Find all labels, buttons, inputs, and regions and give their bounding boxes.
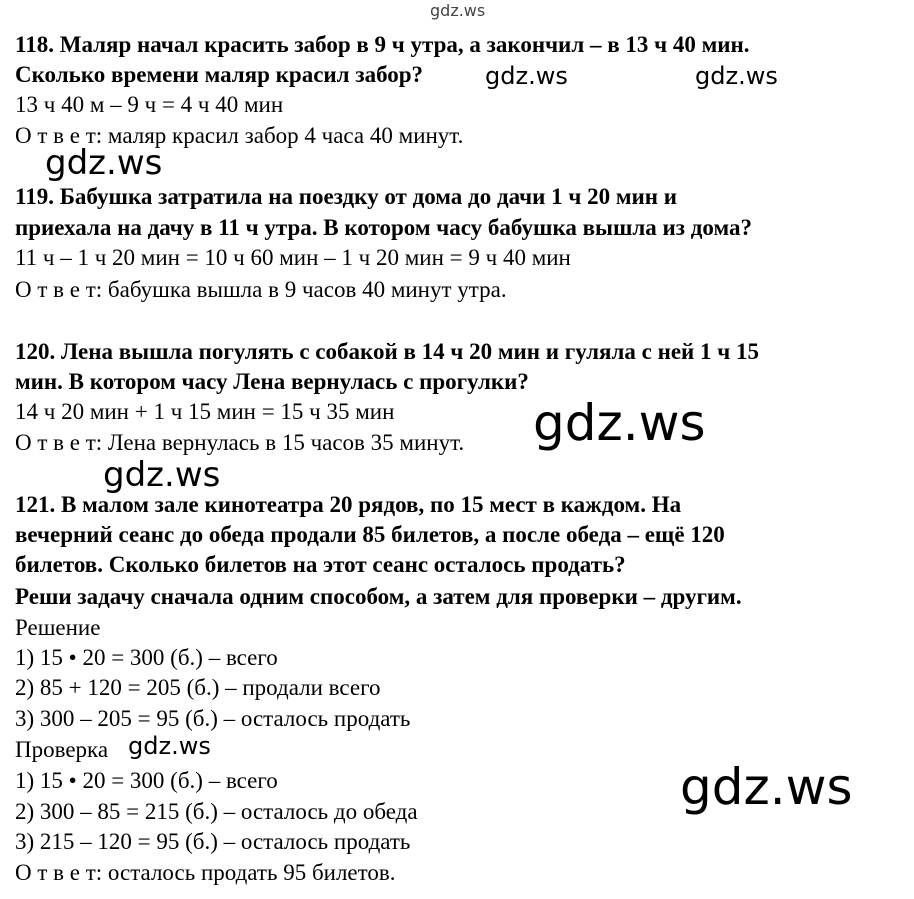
problem-121-title-line3: билетов. Сколько билетов на этот сеанс осталось продать?	[15, 552, 626, 577]
watermark-top: gdz.ws	[430, 1, 486, 20]
problem-118-solution: 13 ч 40 м – 9 ч = 4 ч 40 мин	[15, 92, 284, 117]
problem-118-title-line2: Сколько времени маляр красил забор?	[15, 62, 424, 87]
watermark: gdz.ws	[695, 62, 778, 90]
problem-121-title-line2: вечерний сеанс до обеда продали 85 билетов, а после обеда – ещё 120	[15, 522, 725, 547]
problem-118-title-line1: 118. Маляр начал красить забор в 9 ч утра, а закончил – в 13 ч 40 мин.	[15, 32, 750, 57]
problem-119-title-line1: 119. Бабушка затратила на поездку от дома до дачи 1 ч 20 мин и	[15, 184, 678, 209]
problem-121-title-line1: 121. В малом зале кинотеатра 20 рядов, по 15 мест в каждом. На	[15, 492, 682, 517]
problem-120-solution: 14 ч 20 мин + 1 ч 15 мин = 15 ч 35 мин	[15, 399, 395, 424]
problem-121-solution-step3: 3) 300 – 205 = 95 (б.) – осталось продать	[15, 706, 411, 731]
problem-119-solution: 11 ч – 1 ч 20 мин = 10 ч 60 мин – 1 ч 20 мин = 9 ч 40 мин	[15, 245, 571, 270]
problem-120-title-line2: мин. В котором часу Лена вернулась с прогулки?	[15, 369, 529, 394]
watermark: gdz.ws	[103, 455, 221, 495]
problem-119-title-line2: приехала на дачу в 11 ч утра. В котором часу бабушка вышла из дома?	[15, 215, 752, 240]
problem-120-title-line1: 120. Лена вышла погулять с собакой в 14 ч 20 мин и гуляла с ней 1 ч 15	[15, 339, 760, 364]
problem-119-answer: О т в е т: бабушка вышла в 9 часов 40 минут утра.	[15, 277, 507, 302]
watermark: gdz.ws	[45, 143, 163, 183]
problem-121-answer: О т в е т: осталось продать 95 билетов.	[15, 860, 396, 885]
watermark: gdz.ws	[533, 394, 706, 452]
watermark: gdz.ws	[128, 732, 211, 760]
problem-121-check-step2: 2) 300 – 85 = 215 (б.) – осталось до обеда	[15, 799, 418, 824]
problem-121-check-step1: 1) 15 • 20 = 300 (б.) – всего	[15, 768, 278, 793]
problem-120-answer: О т в е т: Лена вернулась в 15 часов 35 минут.	[15, 430, 465, 455]
problem-118-answer: О т в е т: маляр красил забор 4 часа 40 минут.	[15, 123, 464, 148]
watermark: gdz.ws	[680, 758, 853, 816]
problem-121-title-line4: Реши задачу сначала одним способом, а затем для проверки – другим.	[15, 584, 742, 609]
watermark: gdz.ws	[485, 62, 568, 90]
problem-121-check-step3: 3) 215 – 120 = 95 (б.) – осталось продать	[15, 829, 411, 854]
problem-121-solution-step2: 2) 85 + 120 = 205 (б.) – продали всего	[15, 675, 381, 700]
problem-121-solution-step1: 1) 15 • 20 = 300 (б.) – всего	[15, 645, 278, 670]
problem-121-solution-heading: Решение	[15, 615, 101, 640]
problem-121-check-heading: Проверка	[15, 737, 109, 762]
